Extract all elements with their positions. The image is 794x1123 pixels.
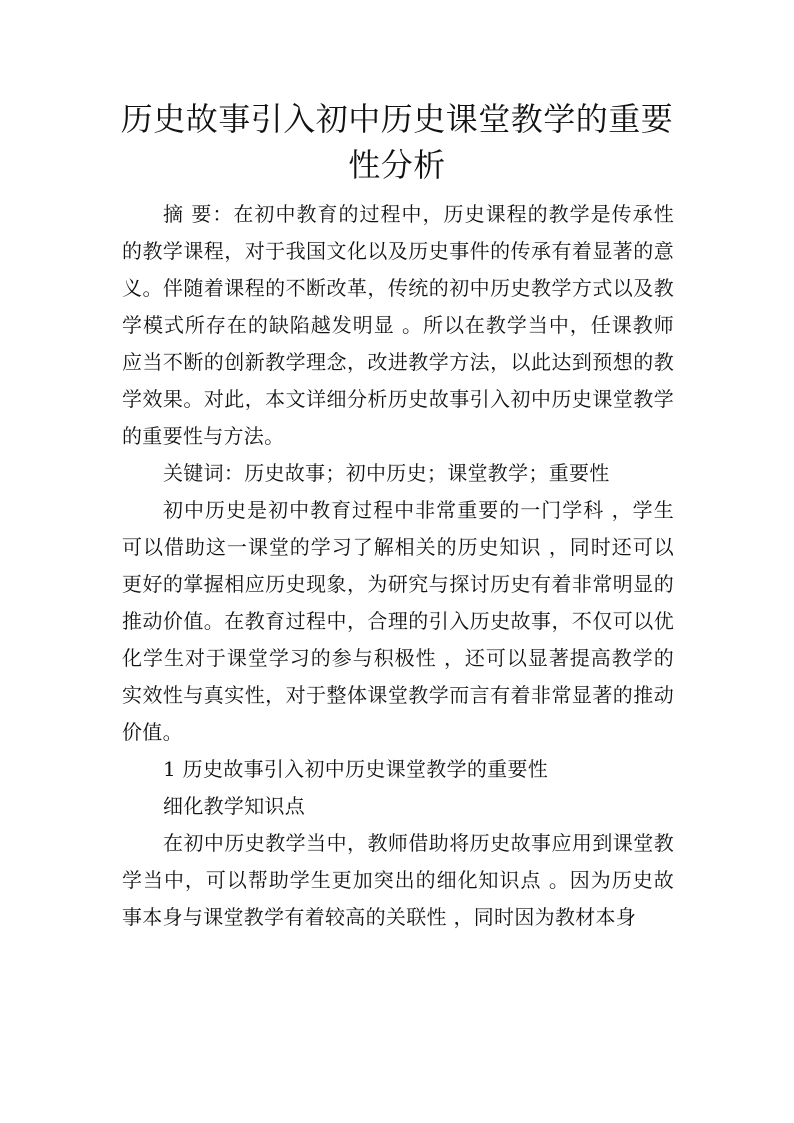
section-heading: 1 历史故事引入初中历史课堂教学的重要性 xyxy=(163,757,549,781)
document-body xyxy=(122,196,674,936)
intro-paragraph: 初中历史是初中教育过程中非常重要的一门学科 ，学生可以借助这一课堂的学习了解相关的历史知识 ，同时还可以更好的掌握相应历史现象，为研究与探讨历史有着非常明显的推动价值。在教育过程中，合理的引入历史故事，不仅可以优化学生对于课堂学习的参与积极性 ，还可以显著提高教学的实效性与真实性，对于整体课堂教学而言有着非常显著的推动价值。 xyxy=(122,498,674,744)
keywords-paragraph: 关键词：历史故事；初中历史；课堂教学；重要性 xyxy=(163,461,610,485)
subsection-heading: 细化教学知识点 xyxy=(163,794,306,818)
document-title: 历史故事引入初中历史课堂教学的重要性分析 xyxy=(120,100,674,184)
abstract-paragraph: 摘 要：在初中教育的过程中，历史课程的教学是传承性的教学课程，对于我国文化以及历史事件的传承有着显著的意义。伴随着课程的不断改革，传统的初中历史教学方式以及教学模式所存在的缺陷越发明显 。所以在教学当中，任课教师应当不断的创新教学理念，改进教学方法，以此达到预想的教学效果。对此，本文详细分析历史故事引入初中历史课堂教学的重要性与方法。 xyxy=(122,202,674,448)
body-paragraph: 在初中历史教学当中，教师借助将历史故事应用到课堂教学当中，可以帮助学生更加突出的细化知识点 。因为历史故事本身与课堂教学有着较高的关联性 ，同时因为教材本身 xyxy=(122,831,674,929)
